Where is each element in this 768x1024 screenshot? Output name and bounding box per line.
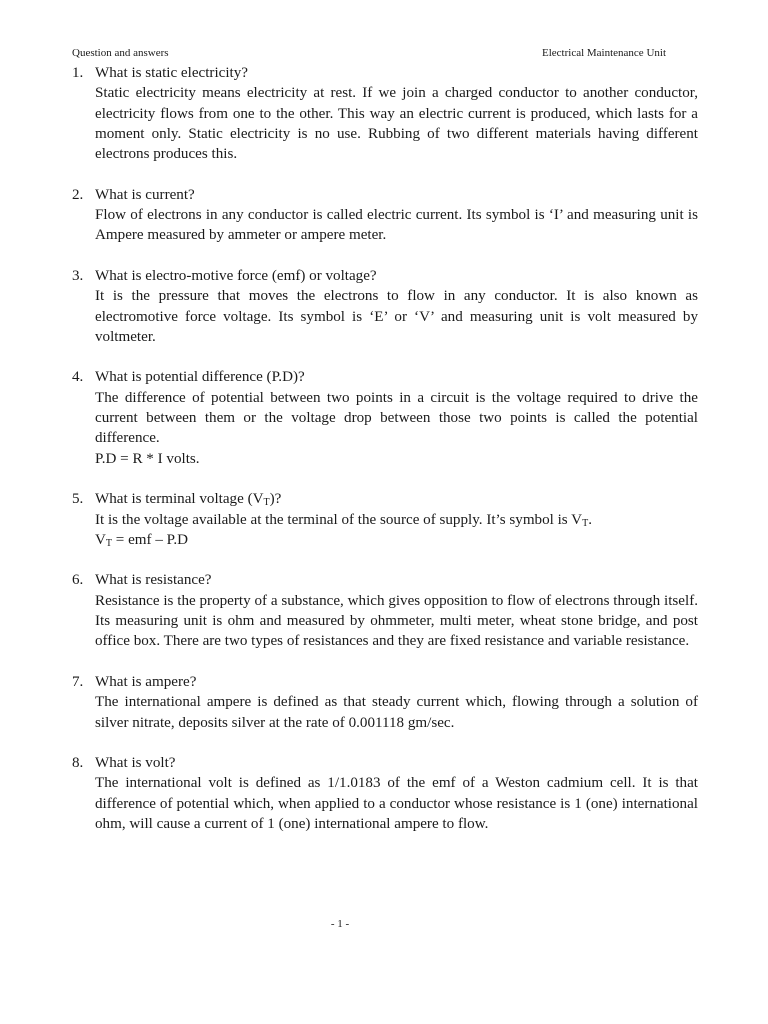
qa-item <box>72 570 698 651</box>
question-text: What is current? <box>95 186 195 203</box>
question-text: What is potential difference (P.D)? <box>95 369 305 386</box>
question-text: What is static electricity? <box>95 65 248 81</box>
question-text: What is electro-motive force (emf) or voltage? <box>95 267 377 284</box>
page-header <box>72 45 698 61</box>
formula-text-part: = emf – P.D <box>112 531 189 548</box>
item-number: 7. <box>72 673 84 690</box>
question-text: What is volt? <box>95 755 176 772</box>
formula-text-part: V <box>95 531 106 548</box>
qa-list <box>72 63 698 855</box>
item-number: 1. <box>72 65 84 81</box>
formula-text <box>95 530 698 550</box>
answer-text-part: It is the voltage available at the terminal of the source of supply. It’s symbol is V <box>95 511 583 528</box>
item-number: 8. <box>72 755 84 772</box>
subscript: T <box>263 497 270 509</box>
qa-item <box>72 63 698 164</box>
subscript: T <box>582 517 589 529</box>
item-number: 3. <box>72 267 84 284</box>
answer-text: Flow of electrons in any conductor is called electric current. Its symbol is ‘I’ and measuring unit is Ampere measured by ammeter or ampere meter. <box>95 207 698 244</box>
subscript: T <box>105 537 113 549</box>
answer-text: It is the pressure that moves the electrons to flow in any conductor. It is also known as electromotive force voltage. Its symbol is ‘E’ or ‘V’ and measuring unit is volt measured by voltmeter. <box>95 288 698 345</box>
question-text-part: )? <box>269 491 282 508</box>
item-number: 5. <box>72 491 84 508</box>
header-right-title: Electrical Maintenance Unit <box>542 47 666 59</box>
qa-item <box>72 185 698 246</box>
question-text <box>95 489 698 509</box>
qa-item <box>72 753 698 834</box>
answer-text: The international ampere is defined as that steady current which, flowing through a solution of silver nitrate, deposits silver at the rate of 0.001118 gm/sec. <box>95 694 698 731</box>
question-text: What is ampere? <box>95 673 197 690</box>
header-left-title: Question and answers <box>72 47 169 59</box>
qa-item <box>72 489 698 550</box>
item-number: 2. <box>72 186 84 203</box>
qa-item <box>72 266 698 347</box>
answer-text <box>95 510 698 530</box>
answer-text-part: . <box>588 511 592 528</box>
item-number: 6. <box>72 572 84 589</box>
question-text-part: What is terminal voltage (V <box>95 491 264 508</box>
qa-item <box>72 367 698 468</box>
answer-text: Resistance is the property of a substance, which gives opposition to flow of electrons through itself. Its measuring unit is ohm and measured by ohmmeter, multi meter, wheat stone bridge, and post office box. There are two types of resistances and they are fixed resistance and variable resistance. <box>95 592 698 650</box>
question-text: What is resistance? <box>95 572 212 589</box>
qa-item <box>72 672 698 733</box>
answer-text: The difference of potential between two points in a circuit is the voltage required to drive the current between them or the voltage drop between those two points is called the potential difference. <box>95 389 698 447</box>
answer-text: Static electricity means electricity at rest. If we join a charged conductor to another conductor, electricity flows from one to the other. This way an electric current is produced, which lasts for a moment only. Static electricity is no use. Rubbing of two different materials having different electrons produces this. <box>95 85 698 163</box>
item-number: 4. <box>72 369 84 386</box>
answer-text: The international volt is defined as 1/1.0183 of the emf of a Weston cadmium cell. It is that difference of potential which, when applied to a conductor whose resistance is 1 (one) international ohm, will cause a current of 1 (one) international ampere to flow. <box>95 775 698 832</box>
formula-text: P.D = R * I volts. <box>95 450 200 467</box>
page-number: - 1 - <box>330 918 350 930</box>
